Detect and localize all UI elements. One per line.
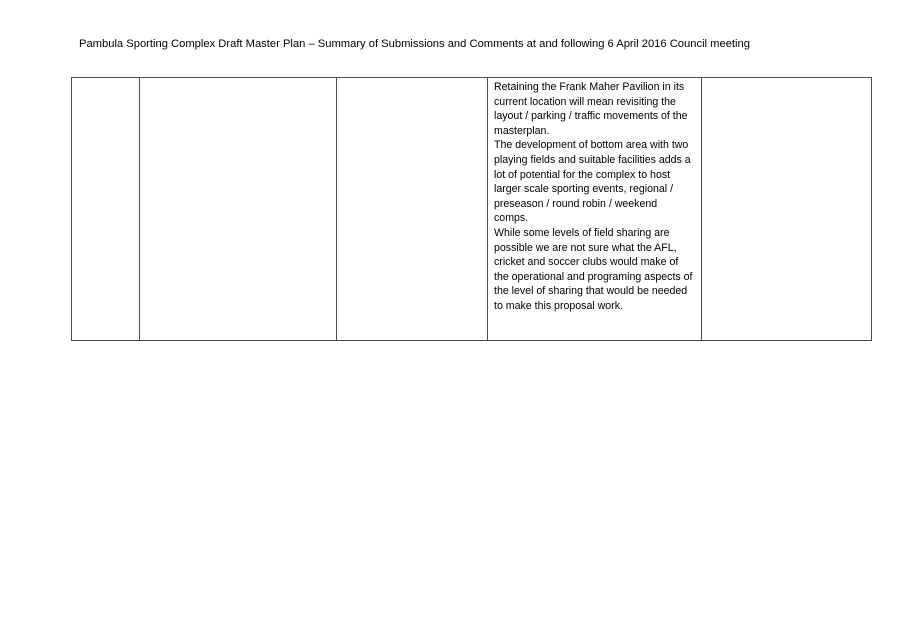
page-header-title: Pambula Sporting Complex Draft Master Plan – Summary of Submissions and Comments at and following 6 April 2016 Council meeting: [79, 38, 750, 50]
table-cell-2: [140, 78, 337, 341]
comment-paragraph-development: The development of bottom area with two playing fields and suitable facilities adds a lot of potential for the complex to host larger scale sporting events, regional / preseason / round robin / weekend comps.: [494, 139, 691, 225]
comment-paragraph-field-sharing: While some levels of field sharing are possible we are not sure what the AFL, cricket and soccer clubs would make of the operational and programing aspects of the level of sharing that would be needed to make this proposal work.: [494, 226, 693, 312]
table-cell-1: [72, 78, 140, 341]
comment-paragraph-pavilion: Retaining the Frank Maher Pavilion in its current location will mean revisiting the layout / parking / traffic movements of the masterplan.: [494, 81, 688, 137]
table-row: [72, 78, 872, 341]
submissions-table: [71, 77, 872, 341]
table-cell-5: [702, 78, 872, 341]
comments-cell: [488, 78, 702, 341]
table-cell-3: [337, 78, 488, 341]
